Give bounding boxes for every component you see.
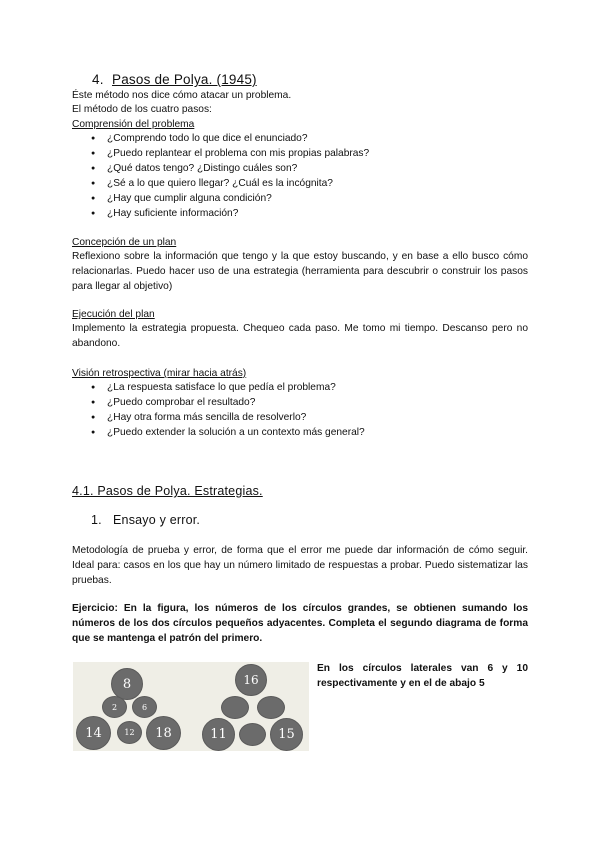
ejecucion-title: Ejecución del plan — [72, 309, 155, 320]
circle-large: 14 — [76, 716, 111, 750]
circle-small: 2 — [102, 696, 127, 718]
ensayo-number: 1. — [91, 513, 102, 527]
circle-small-empty — [239, 723, 266, 746]
circle-small: 6 — [132, 696, 157, 718]
list-item: ● ¿Comprendo todo lo que dice el enunciado? — [91, 131, 531, 146]
list-item: ● ¿Hay otra forma más sencilla de resolverlo? — [91, 410, 531, 425]
section-4-1-heading: 4.1. Pasos de Polya. Estrategias. — [72, 484, 263, 498]
circle-small-empty — [257, 696, 285, 719]
list-item: ● ¿Hay suficiente información? — [91, 206, 531, 221]
intro-line-1: Éste método nos dice cómo atacar un problema. — [72, 90, 292, 101]
concepcion-title: Concepción de un plan — [72, 237, 177, 248]
metodologia-text: Metodología de prueba y error, de forma que el error me puede dar información de cómo seguir. Ideal para: casos en los que hay un número limitado de respuestas a probar. Puedo sistematizar las pruebas. — [72, 545, 528, 586]
list-item: ● ¿Sé a lo que quiero llegar? ¿Cuál es la incógnita? — [91, 176, 531, 191]
list-item: ● ¿Qué datos tengo? ¿Distingo cuáles son? — [91, 161, 531, 176]
vision-title: Visión retrospectiva (mirar hacia atrás) — [72, 368, 247, 379]
vision-list — [91, 380, 531, 440]
circle-large: 16 — [235, 664, 267, 696]
list-item: ● ¿Puedo replantear el problema con mis propias palabras? — [91, 146, 531, 161]
comprension-list — [91, 131, 531, 221]
list-item: ● ¿Hay que cumplir alguna condición? — [91, 191, 531, 206]
respuesta-text: En los círculos laterales van 6 y 10 respectivamente y en el de abajo 5 — [317, 663, 528, 689]
comprension-title: Comprensión del problema — [72, 119, 195, 130]
list-item: ● ¿Puedo extender la solución a un contexto más general? — [91, 425, 531, 440]
list-item: ● ¿La respuesta satisface lo que pedía el problema? — [91, 380, 531, 395]
section-4-heading — [92, 72, 257, 87]
section-4-number: 4. — [92, 72, 104, 87]
circle-small: 12 — [117, 721, 142, 744]
ejercicio-text: Ejercicio: En la figura, los números de los círculos grandes, se obtienen sumando los números de los dos círculos pequeños adyacentes. Completa el segundo diagrama de forma que se mantenga el patrón del primero. — [72, 603, 528, 644]
circle-large: 8 — [111, 668, 143, 700]
intro-line-2: El método de los cuatro pasos: — [72, 104, 212, 115]
section-4-title: Pasos de Polya. (1945) — [112, 72, 257, 87]
circle-small-empty — [221, 696, 249, 719]
circle-large: 11 — [202, 718, 235, 751]
ensayo-title: Ensayo y error. — [113, 513, 201, 527]
circle-large: 18 — [146, 716, 181, 750]
list-item: ● ¿Puedo comprobar el resultado? — [91, 395, 531, 410]
concepcion-text: Reflexiono sobre la información que tengo y la que estoy buscando, y en base a ello busco cómo relacionarlas. Puedo hacer uso de una estrategia (herramienta para descubrir o construir los pasos para llegar al objetivo) — [72, 251, 528, 292]
ejecucion-text: Implemento la estrategia propuesta. Chequeo cada paso. Me tomo mi tiempo. Descanso pero no abandono. — [72, 323, 528, 349]
circle-large: 15 — [270, 718, 303, 751]
circles-figure — [73, 662, 309, 751]
ensayo-heading — [91, 513, 200, 527]
